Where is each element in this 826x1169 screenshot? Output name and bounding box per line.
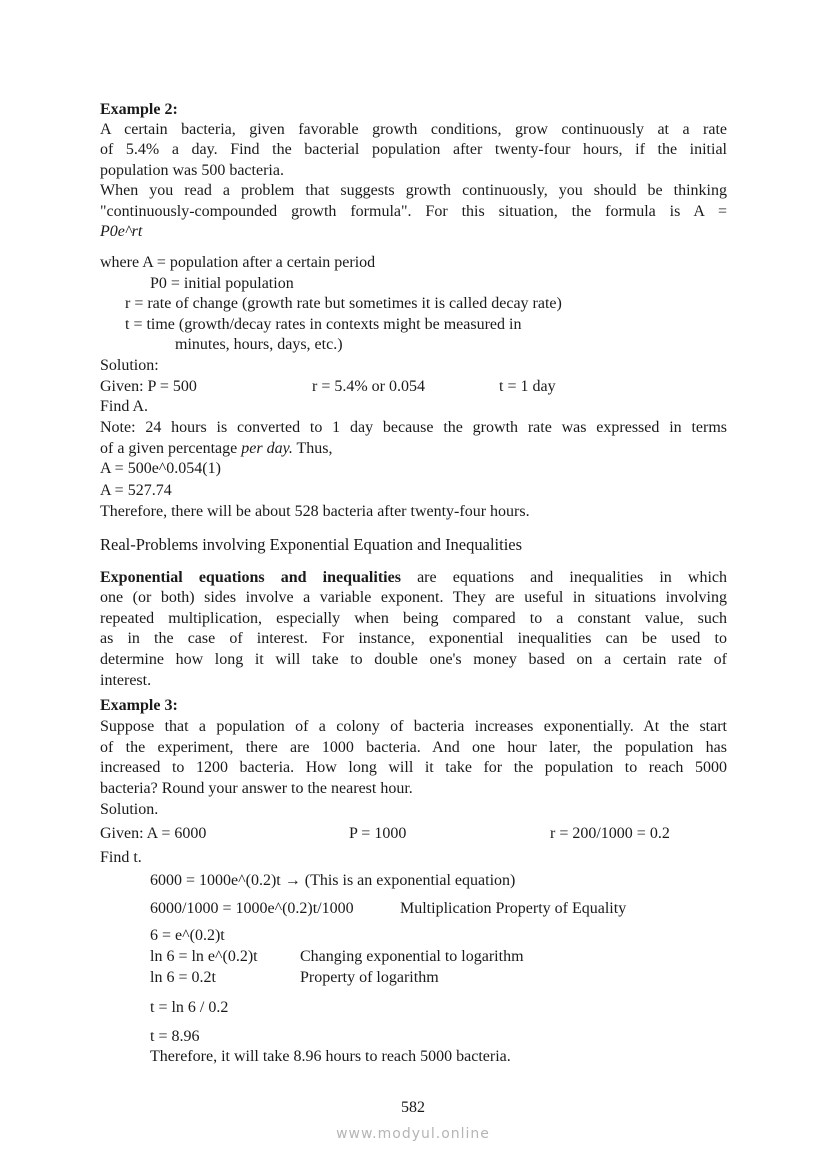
definition-line: repeated multiplication, especially when being compared to a constant value, such <box>100 610 727 627</box>
given-r: r = 200/1000 = 0.2 <box>550 825 670 842</box>
conclusion: Therefore, there will be about 528 bacteria after twenty-four hours. <box>100 503 530 520</box>
note-line <box>100 439 333 459</box>
note-line: Note: 24 hours is converted to 1 day because the growth rate was expressed in terms <box>100 419 727 436</box>
section-heading: Real-Problems involving Exponential Equation and Inequalities <box>100 535 523 554</box>
paragraph-line: A certain bacteria, given favorable growth conditions, grow continuously at a rate <box>100 121 727 138</box>
definition-line: interest. <box>100 672 152 689</box>
paragraph-line: Suppose that a population of a colony of bacteria increases exponentially. At the start <box>100 718 727 735</box>
definition-line: determine how long it will take to double one's money based on a certain rate of <box>100 651 727 668</box>
equation-step: 6000/1000 = 1000e^(0.2)t/1000 <box>150 900 354 917</box>
solution-label: Solution: <box>100 357 159 374</box>
definition-a: where A = population after a certain period <box>100 254 376 271</box>
paragraph-line: population was 500 bacteria. <box>100 162 284 179</box>
page-number: 582 <box>401 1099 425 1116</box>
equation-step: t = 8.96 <box>150 1028 200 1045</box>
step-note: Changing exponential to logarithm <box>300 948 524 965</box>
watermark: www.modyul.online <box>336 1126 490 1142</box>
definition-line: one (or both) sides involve a variable exponent. They are useful in situations involving <box>100 589 727 606</box>
definition-t-cont: minutes, hours, days, etc.) <box>175 336 343 353</box>
note-text: of a given percentage <box>100 440 238 457</box>
example-3-title: Example 3: <box>100 697 178 714</box>
equation-step: ln 6 = ln e^(0.2)t <box>150 948 258 965</box>
definition-text: are equations and inequalities in which <box>417 569 727 586</box>
equation-step <box>150 871 515 891</box>
given-t: t = 1 day <box>499 378 556 395</box>
paragraph-line: of 5.4% a day. Find the bacterial population after twenty-four hours, if the initial <box>100 141 727 158</box>
equation-step: A = 527.74 <box>100 482 172 499</box>
definition-line: as in the case of interest. For instance, exponential inequalities can be used to <box>100 630 727 647</box>
conclusion: Therefore, it will take 8.96 hours to reach 5000 bacteria. <box>150 1048 511 1065</box>
step-equation: 6000 = 1000e^(0.2)t → <box>150 872 301 889</box>
definition-p0: P0 = initial population <box>150 275 294 292</box>
given-r: r = 5.4% or 0.054 <box>312 378 426 395</box>
example-2-title: Example 2: <box>100 101 178 118</box>
step-note: Multiplication Property of Equality <box>400 900 627 917</box>
formula: P0e^rt <box>100 223 143 240</box>
find-label: Find A. <box>100 398 149 415</box>
find-label: Find t. <box>100 849 142 866</box>
equation-step: t = ln 6 / 0.2 <box>150 999 229 1016</box>
step-note: (This is an exponential equation) <box>304 872 516 889</box>
definition-r: r = rate of change (growth rate but sometimes it is called decay rate) <box>125 295 562 312</box>
paragraph-line: increased to 1200 bacteria. How long will it take for the population to reach 5000 <box>100 759 727 776</box>
note-text: Thus, <box>296 440 333 457</box>
solution-label: Solution. <box>100 801 159 818</box>
definition-line <box>100 568 727 588</box>
paragraph-line: "continuously-compounded growth formula". For this situation, the formula is A = <box>100 203 727 220</box>
given-p: P = 1000 <box>349 825 407 842</box>
definition-t: t = time (growth/decay rates in contexts might be measured in <box>125 316 522 333</box>
equation-step: 6 = e^(0.2)t <box>150 927 225 944</box>
paragraph-line: of the experiment, there are 1000 bacteria. And one hour later, the population has <box>100 739 727 756</box>
note-emphasis: per day. <box>241 440 293 457</box>
definition-term: Exponential equations and inequalities <box>100 569 401 586</box>
equation-step: A = 500e^0.054(1) <box>100 460 221 477</box>
paragraph-line: When you read a problem that suggests growth continuously, you should be thinking <box>100 182 727 199</box>
equation-step: ln 6 = 0.2t <box>150 969 216 986</box>
given-p: Given: P = 500 <box>100 378 197 395</box>
given-a: Given: A = 6000 <box>100 825 207 842</box>
paragraph-line: bacteria? Round your answer to the nearest hour. <box>100 780 413 797</box>
step-note: Property of logarithm <box>300 969 439 986</box>
